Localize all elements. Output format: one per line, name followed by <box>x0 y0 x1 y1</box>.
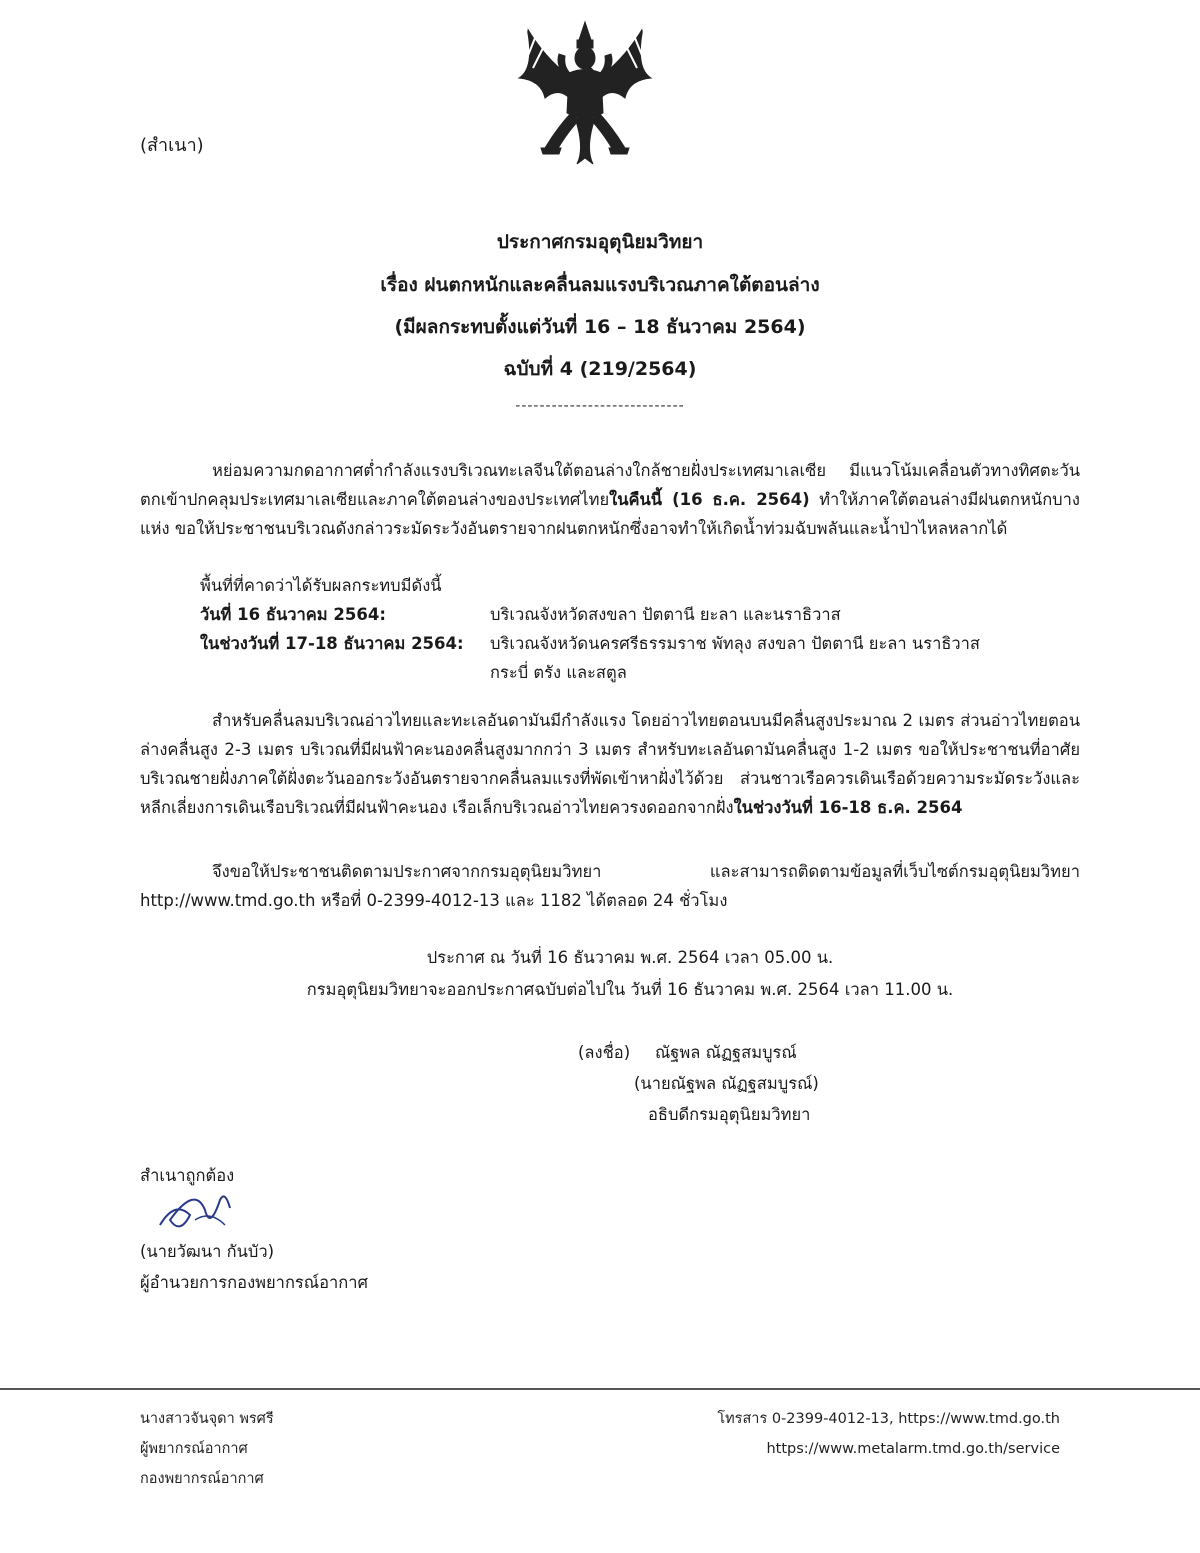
affected-area: บริเวณจังหวัดสงขลา ปัตตานี ยะลา และนราธิวาส <box>490 605 841 624</box>
footer-fax-website: โทรสาร 0-2399-4012-13, https://www.tmd.go.th <box>717 1411 1060 1427</box>
copy-label: (สำเนา) <box>140 135 204 156</box>
affected-date: วันที่ 16 ธันวาคม 2564: <box>200 605 386 624</box>
footer-right <box>717 1404 1060 1464</box>
affected-areas <box>200 571 1080 687</box>
footer-service-url: https://www.metalarm.tmd.go.th/service <box>766 1441 1060 1457</box>
signed-label: (ลงชื่อ) <box>578 1043 631 1062</box>
affected-row <box>200 600 1080 629</box>
garuda-emblem-icon <box>505 18 665 168</box>
title-divider: ---------------------------- <box>515 398 685 414</box>
affected-area: บริเวณจังหวัดนครศรีธรรมราช พัทลุง สงขลา ปัตตานี ยะลา นราธิวาส <box>490 634 981 653</box>
footer-divider <box>0 1388 1200 1390</box>
signatory-position: อธิบดีกรมอุตุนิยมวิทยา <box>648 1105 811 1124</box>
certified-name: (นายวัฒนา กันบัว) <box>140 1242 275 1261</box>
next-announcement: กรมอุตุนิยมวิทยาจะออกประกาศฉบับต่อไปใน วันที่ 16 ธันวาคม พ.ศ. 2564 เวลา 11.00 น. <box>306 980 954 999</box>
paragraph-low-pressure <box>140 456 1080 543</box>
affected-area: กระบี่ ตรัง และสตูล <box>490 663 627 682</box>
affected-date <box>200 658 490 687</box>
certified-label: สำเนาถูกต้อง <box>140 1166 235 1185</box>
affected-row <box>200 658 1080 687</box>
document-subject: เรื่อง ฝนตกหนักและคลื่นลมแรงบริเวณภาคใต้ตอนล่าง <box>380 274 820 296</box>
document-title: ประกาศกรมอุตุนิยมวิทยา <box>496 231 704 253</box>
paragraph-contact: จึงขอให้ประชาชนติดตามประกาศจากกรมอุตุนิยมวิทยา และสามารถติดตามข้อมูลที่เว็บไซต์กรมอุตุนิยมวิทยา http://www.tmd.go.th หรือที่ 0-2399-4012-13 และ 1182 ได้ตลอด 24 ชั่วโมง <box>140 862 1080 910</box>
signatory-full-name: (นายณัฐพล ณัฏฐสมบูรณ์) <box>634 1074 819 1093</box>
paragraph-waves <box>140 706 1080 822</box>
affected-row <box>200 629 1080 658</box>
handwritten-signature-icon <box>150 1180 260 1240</box>
paragraph-waves-date: ในช่วงวันที่ 16-18 ธ.ค. 2564 <box>733 798 963 817</box>
paragraph-waves-text: สำหรับคลื่นลมบริเวณอ่าวไทยและทะเลอันดามันมีกำลังแรง โดยอ่าวไทยตอนบนมีคลื่นสูงประมาณ 2 เมตร ส่วนอ่าวไทยตอนล่างคลื่นสูง 2-3 เมตร บริเวณที่มีฝนฟ้าคะนองคลื่นสูงมากกว่า 3 เมตร สำหรับทะเลอันดามันคลื่นสูง 1-2 เมตร ขอให้ประชาชนที่อาศัยบริเวณชายฝั่งภาคใต้ฝั่งตะวันออกระวังอันตรายจากคลื่นลมแรงที่พัดเข้าหาฝั่งไว้ด้วย ส่วนชาวเรือควรเดินเรือด้วยความระมัดระวังและหลีกเลี่ยงการเดินเรือบริเวณที่มีฝนฟ้าคะนอง เรือเล็กบริเวณอ่าวไทยควรงดออกจากฝั่ง <box>140 711 1080 817</box>
footer-forecaster-title: ผู้พยากรณ์อากาศ <box>140 1441 248 1457</box>
footer-division: กองพยากรณ์อากาศ <box>140 1471 264 1487</box>
announce-date: ประกาศ ณ วันที่ 16 ธันวาคม พ.ศ. 2564 เวลา 05.00 น. <box>426 948 834 967</box>
issue-number: ฉบับที่ 4 (219/2564) <box>503 358 697 380</box>
affected-areas-intro: พื้นที่ที่คาดว่าได้รับผลกระทบมีดังนี้ <box>200 576 442 595</box>
affected-date: ในช่วงวันที่ 17-18 ธันวาคม 2564: <box>200 634 464 653</box>
effective-period: (มีผลกระทบตั้งแต่วันที่ 16 – 18 ธันวาคม 2564) <box>394 316 806 338</box>
footer-left <box>140 1404 274 1494</box>
certified-position: ผู้อำนวยการกองพยากรณ์อากาศ <box>140 1273 369 1292</box>
footer-forecaster-name: นางสาวจันจุดา พรศรี <box>140 1411 274 1427</box>
signed-name: ณัฐพล ณัฏฐสมบูรณ์ <box>655 1043 797 1062</box>
paragraph-low-pressure-text-end: ทำให้ภาคใต้ตอนล่างมีฝนตกหนักบางแห่ง ขอให้ประชาชนบริเวณดังกล่าวระมัดระวังอันตรายจากฝนตกหนักซึ่งอาจทำให้เกิดน้ำท่วมฉับพลันและน้ำป่าไหลหลากได้ <box>140 490 1080 538</box>
paragraph-low-pressure-text: หย่อมความกดอากาศต่ำกำลังแรงบริเวณทะเลจีนใต้ตอนล่างใกล้ชายฝั่งประเทศมาเลเซีย มีแนวโน้มเคลื่อนตัวทางทิศตะวันตกเข้าปกคลุมประเทศมาเลเซียและภาคใต้ตอนล่างของประเทศไทย <box>140 461 1080 509</box>
paragraph-low-pressure-date: ในคืนนี้ (16 ธ.ค. 2564) <box>609 490 810 509</box>
